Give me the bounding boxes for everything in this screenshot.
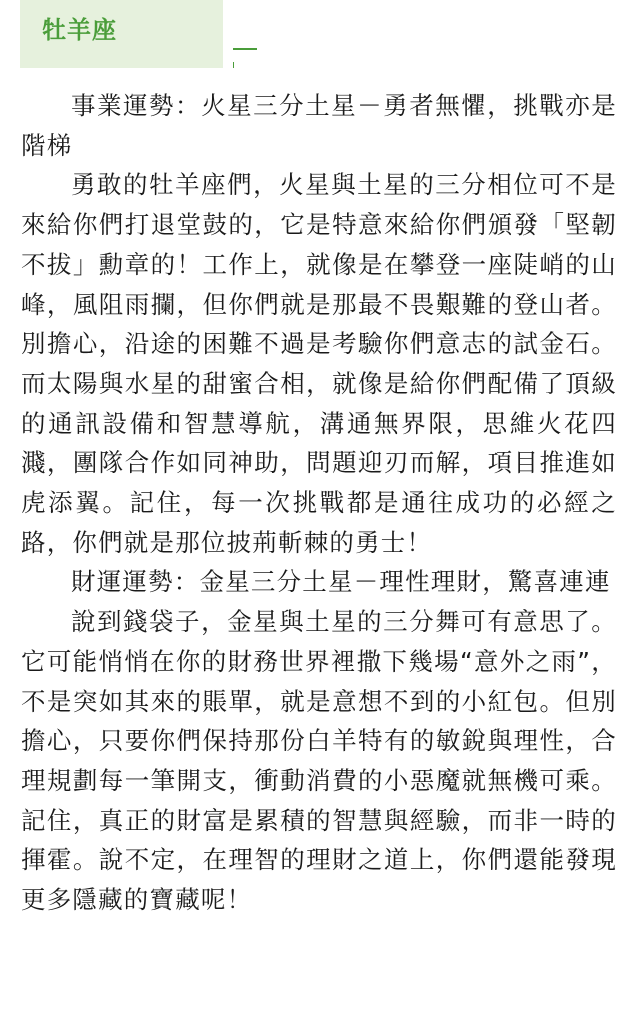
header-divider-tick (233, 62, 234, 68)
section-header (20, 0, 223, 68)
zodiac-title: 牡羊座 (42, 16, 117, 44)
career-paragraph: 勇敢的牡羊座們，火星與土星的三分相位可不是來給你們打退堂鼓的，它是特意來給你們頒發「堅韌不拔」勳章的！工作上，就像是在攀登一座陡峭的山峰，風阻雨攔，但你們就是那最不畏艱難的登山者。別擔心，沿途的困難不過是考驗你們意志的試金石。而太陽與水星的甜蜜合相，就像是給你們配備了頂級的通訊設備和智慧導航，溝通無界限，思維火花四濺，團隊合作如同神助，問題迎刃而解，項目推進如虎添翼。記住，每一次挑戰都是通往成功的必經之路，你們就是那位披荊斬棘的勇士！ (21, 170, 617, 557)
wealth-paragraph: 說到錢袋子，金星與土星的三分舞可有意思了。它可能悄悄在你的財務世界裡撒下幾場“意外之雨”，不是突如其來的賬單，就是意想不到的小紅包。但別擔心，只要你們保持那份白羊特有的敏銳與理性，合理規劃每一筆開支，衝動消費的小惡魔就無機可乘。記住，真正的財富是累積的智慧與經驗，而非一時的揮霍。說不定，在理智的理財之道上，你們還能發現更多隱藏的寶藏呢！ (21, 607, 617, 915)
career-heading: 事業運勢：火星三分土星－勇者無懼，挑戰亦是階梯 (21, 91, 617, 160)
header-divider (233, 48, 257, 50)
wealth-heading: 財運運勢：金星三分土星－理性理財，驚喜連連 (71, 567, 611, 597)
article-body (21, 86, 617, 920)
